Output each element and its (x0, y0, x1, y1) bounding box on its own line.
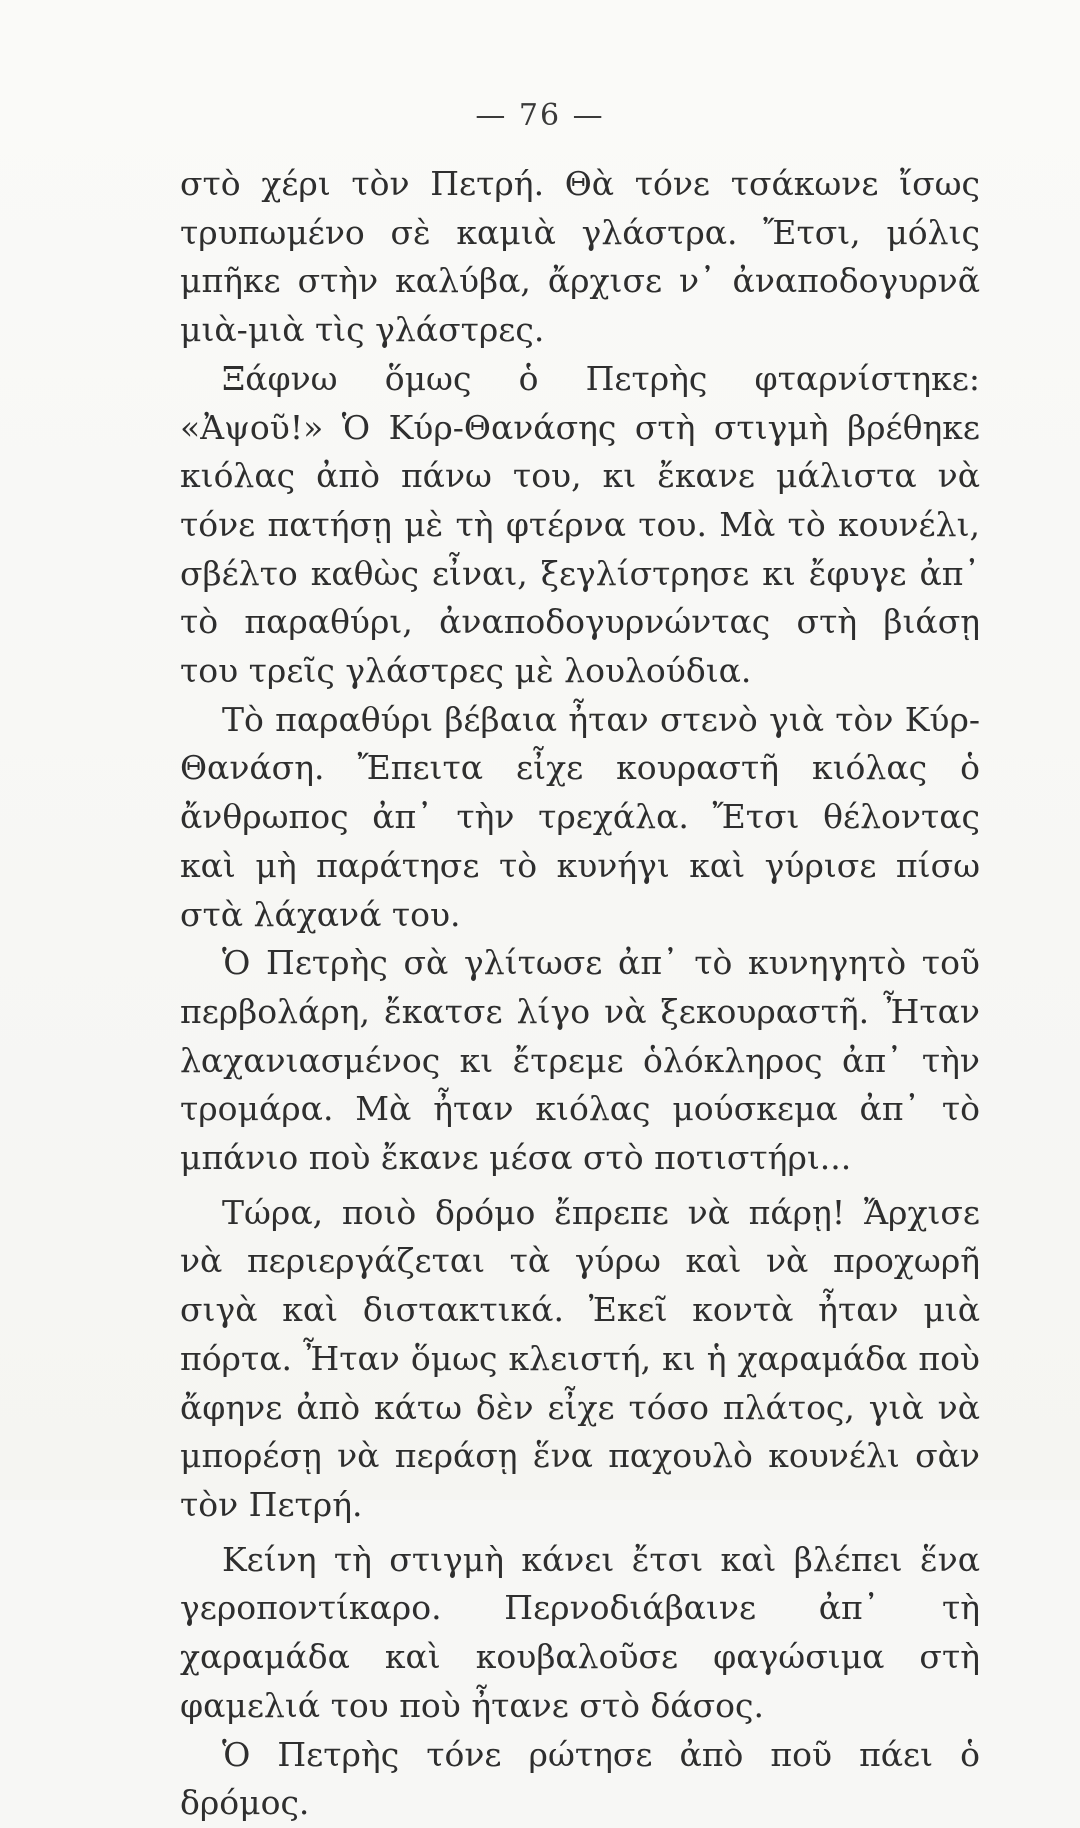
page-number: — 76 — (475, 98, 605, 133)
paragraph-question: Ὁ Πετρὴς τόνε ρώτησε ἀπὸ ποῦ πάει ὁ δρόμος. (180, 1734, 980, 1823)
paragraph-which-road: Τώρα, ποιὸ δρόμο ἔπρεπε νὰ πάρῃ! Ἄρχισε νὰ περιεργάζεται τὰ γύρω καὶ νὰ προχωρῆ σιγὰ καὶ διστακτικά. Ἐκεῖ κοντὰ ἦταν μιὰ πόρτα. Ἦταν ὅμως κλειστή, κι ἡ χαραμάδα ποὺ ἄφηνε ἀπὸ κάτω δὲν εἶχε τόσο πλάτος, γιὰ νὰ μπορέσῃ νὰ περάσῃ ἕνα παχουλὸ κουνέλι σὰν τὸν Πετρή. (180, 1192, 980, 1524)
paragraph-old-mouse: Κείνη τὴ στιγμὴ κάνει ἔτσι καὶ βλέπει ἕνα γεροποντίκαρο. Περνοδιάβαινε ἀπ᾽ τὴ χαραμάδα καὶ κουβαλοῦσε φαγώσιμα στὴ φαμελιά του ποὺ ἦτανε στὸ δάσος. (180, 1539, 980, 1725)
paragraph-rest: Ὁ Πετρὴς σὰ γλίτωσε ἀπ᾽ τὸ κυνηγητὸ τοῦ περβολάρη, ἔκατσε λίγο νὰ ξεκουραστῆ. Ἦταν λαχανιασμένος κι ἔτρεμε ὁλόκληρος ἀπ᾽ τὴν τρομάρα. Μὰ ἦταν κιόλας μούσκεμα ἀπ᾽ τὸ μπάνιο ποὺ ἔκανε μέσα στὸ ποτιστήρι... (180, 943, 980, 1178)
paragraph-window: Τὸ παραθύρι βέβαια ἦταν στενὸ γιὰ τὸν Κύρ-Θανάση. Ἔπειτα εἶχε κουραστῆ κιόλας ὁ ἄνθρωπος ἀπ᾽ τὴν τρεχάλα. Ἔτσι θέλοντας καὶ μὴ παράτησε τὸ κυνήγι καὶ γύρισε πίσω στὰ λάχανά του. (180, 699, 980, 934)
paragraph-continuation: στὸ χέρι τὸν Πετρή. Θὰ τόνε τσάκωνε ἴσως τρυπωμένο σὲ καμιὰ γλάστρα. Ἔτσι, μόλις μπῆκε στὴν καλύβα, ἄρχισε ν᾽ ἀναποδογυρνᾶ μιὰ-μιὰ τὶς γλάστρες. (180, 164, 980, 350)
paragraph-sneeze: Ξάφνω ὅμως ὁ Πετρὴς φταρνίστηκε: «Ἀψοῦ!» Ὁ Κύρ-Θανάσης στὴ στιγμὴ βρέθηκε κιόλας ἀπὸ πάνω του, κι ἔκανε μάλιστα νὰ τόνε πατήσῃ μὲ τὴ φτέρνα του. Μὰ τὸ κουνέλι, σβέλτο καθὼς εἶναι, ξεγλίστρησε κι ἔφυγε ἀπ᾽ τὸ παραθύρι, ἀναποδογυρνώντας στὴ βιάσῃ του τρεῖς γλάστρες μὲ λουλούδια. (180, 358, 980, 691)
body-text (180, 160, 980, 1828)
